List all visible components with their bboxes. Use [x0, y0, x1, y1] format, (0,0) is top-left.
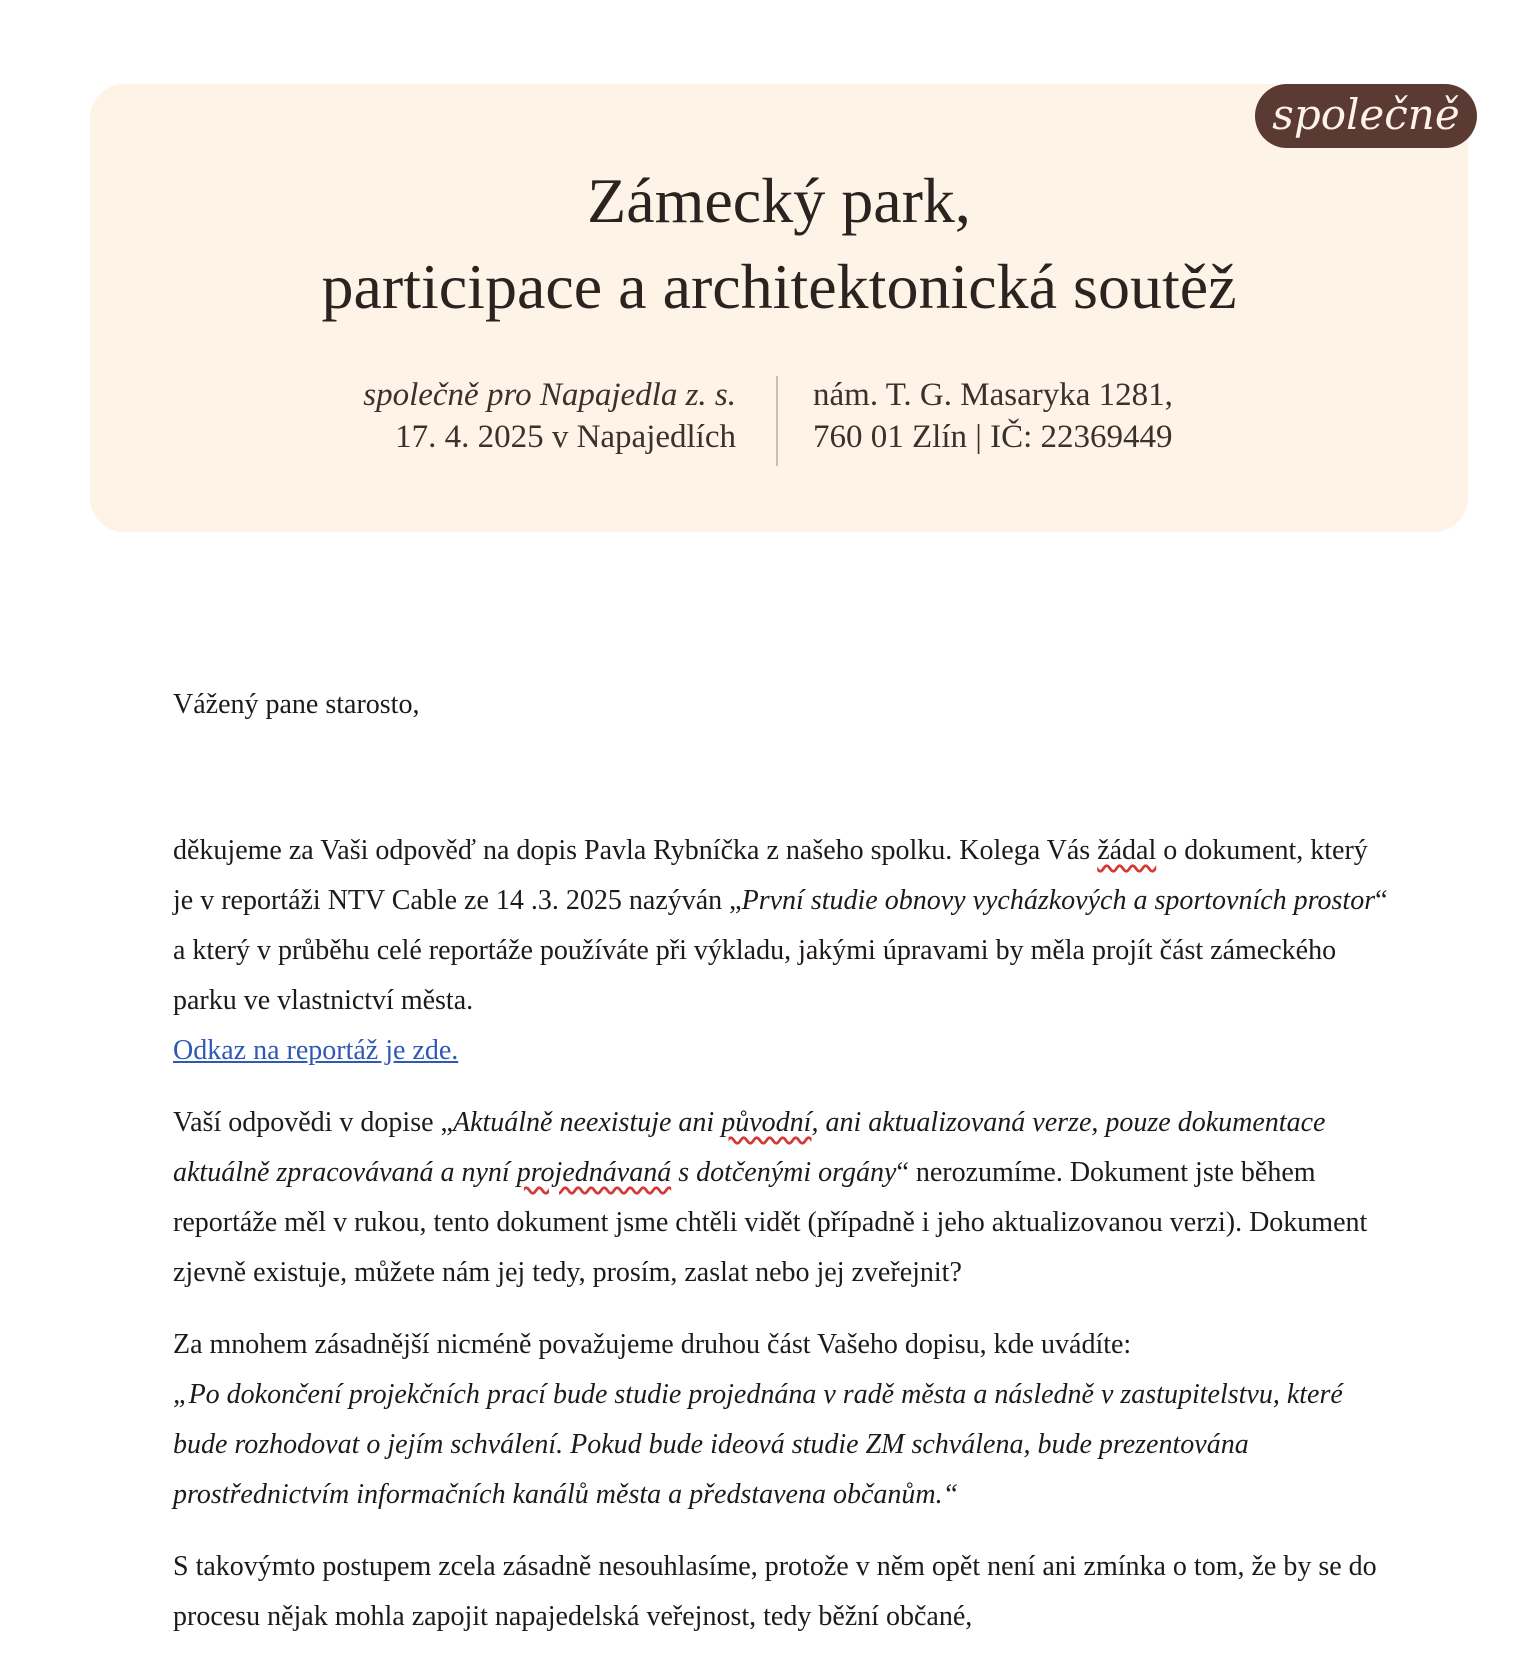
- paragraph-4: S takovýmto postupem zcela zásadně nesouhlasíme, protože v něm opět není ani zmínka o tom, že by se do procesu nějak mohla zapojit napajedelská veřejnost, tedy běžní občané,: [173, 1551, 1377, 1632]
- paragraph-3: [173, 1320, 1393, 1520]
- header-divider: [776, 376, 778, 466]
- p2-quote-f: s dotčenými orgány: [671, 1157, 897, 1188]
- letter-body: [173, 680, 1393, 1664]
- p2-spell-word-1: původní: [721, 1107, 812, 1138]
- address-line-1: nám. T. G. Masaryka 1281,: [813, 377, 1173, 413]
- letter-title: [90, 158, 1468, 330]
- p2-text-a: Vaší odpovědi v dopise „: [173, 1107, 453, 1138]
- p2-quote-d: , ani aktualizovaná verze, pouze dokumentace aktuálně zpracovávaná a nyní: [173, 1107, 1326, 1188]
- p1-document-name: První studie obnovy vycházkových a sportovních prostor: [741, 885, 1376, 916]
- organization-name: společně pro Napajedla z. s.: [363, 377, 736, 413]
- title-line-1: Zámecký park,: [587, 165, 971, 236]
- p1-text-e: “ a který v průběhu celé reportáže používáte při výkladu, jakými úpravami by měla projít část zámeckého parku ve vlastnictví města.: [173, 885, 1388, 1016]
- report-link[interactable]: Odkaz na reportáž je zde.: [173, 1035, 459, 1066]
- paragraph-1: [173, 826, 1393, 1076]
- brand-badge: společně: [1255, 84, 1477, 148]
- greeting: Vážený pane starosto,: [173, 689, 420, 720]
- paragraph-2: [173, 1098, 1393, 1298]
- title-line-2: participace a architektonická soutěž: [321, 251, 1237, 322]
- address-line-2: 760 01 Zlín | IČ: 22369449: [813, 419, 1173, 455]
- p3-text: Za mnohem zásadnější nicméně považujeme druhou část Vašeho dopisu, kde uvádíte:: [173, 1329, 1132, 1360]
- p1-text-c: o dokument, který je v reportáži NTV Cable ze 14 .3. 2025 nazýván „: [173, 835, 1368, 916]
- p2-quote-b: Aktuálně neexistuje ani: [452, 1107, 722, 1138]
- date-place: 17. 4. 2025 v Napajedlích: [395, 419, 736, 455]
- p3-quote: „Po dokončení projekčních prací bude studie projednána v radě města a následně v zastupitelstvu, které bude rozhodovat o jejím schválení. Pokud bude ideová studie ZM schválena, bude prezentována prostřednictvím informačních kanálů města a představena občanům.“: [173, 1379, 1343, 1510]
- p1-text-a: děkujeme za Vaši odpověď na dopis Pavla Rybníčka z našeho spolku. Kolega Vás: [173, 835, 1098, 866]
- p2-text-g: “ nerozumíme. Dokument jste během reportáže měl v rukou, tento dokument jsme chtěli vidět (případně i jeho aktualizovanou verzi). Dokument zjevně existuje, můžete nám jej tedy, prosím, zaslat nebo jej zveřejnit?: [173, 1157, 1368, 1288]
- p2-spell-word-2: projednávaná: [516, 1157, 672, 1188]
- address-info: [813, 374, 1333, 458]
- p1-spell-word: žádal: [1097, 835, 1157, 866]
- sender-info: [300, 374, 736, 458]
